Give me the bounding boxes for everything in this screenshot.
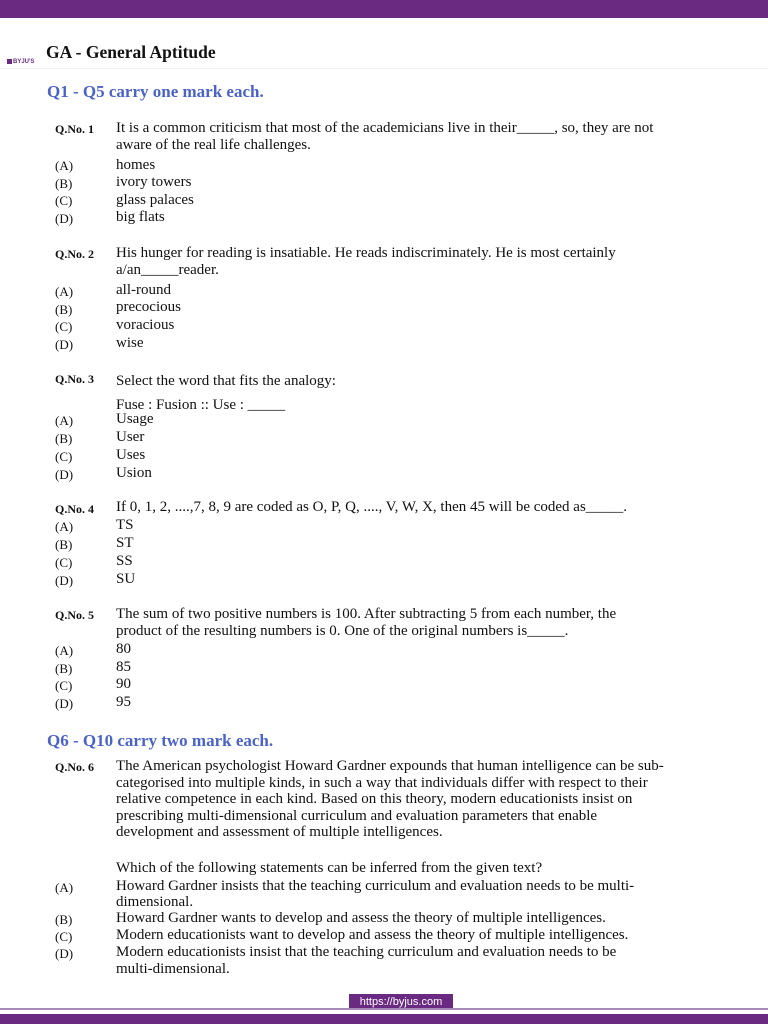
section-heading-one-mark: Q1 - Q5 carry one mark each. (47, 82, 264, 101)
question-text (116, 499, 690, 516)
question-line: It is a common criticism that most of the academicians live in their_____, so, they are not (116, 120, 654, 136)
option-text: Howard Gardner wants to develop and assess the theory of multiple intelligences. (116, 910, 606, 926)
option-letter: (B) (55, 537, 73, 552)
option-letter: (A) (55, 519, 74, 534)
top-brand-bar (0, 0, 768, 18)
option-letter: (A) (55, 643, 74, 658)
question-text (116, 606, 690, 640)
option-letter: (C) (55, 678, 73, 693)
option-letter: (D) (55, 946, 74, 961)
question-line: aware of the real life challenges. (116, 137, 311, 153)
option-text: 85 (116, 659, 131, 675)
question-number: Q.No. 6 (55, 760, 94, 774)
option-text-continued: multi-dimensional. (116, 961, 230, 977)
logo-text: BYJU'S (13, 58, 35, 65)
page-title: GA - General Aptitude (46, 42, 216, 62)
option-text: ST (116, 535, 134, 551)
option-letter: (B) (55, 912, 73, 927)
option-letter: (B) (55, 661, 73, 676)
option-text: big flats (116, 209, 165, 225)
question-text (116, 758, 690, 876)
question-line: His hunger for reading is insatiable. He reads indiscriminately. He is most certainly (116, 245, 616, 261)
option-text: Modern educationists insist that the teaching curriculum and evaluation needs to be (116, 944, 617, 960)
option-text: SU (116, 571, 136, 587)
question-line: The American psychologist Howard Gardner expounds that human intelligence can be sub- (116, 758, 664, 774)
option-text: Uses (116, 447, 146, 463)
option-text: 90 (116, 676, 131, 692)
option-text: TS (116, 517, 134, 533)
option-text: 95 (116, 694, 131, 710)
question-text (116, 120, 690, 154)
option-letter: (B) (55, 302, 73, 317)
option-letter: (C) (55, 929, 73, 944)
option-text: Usion (116, 465, 152, 481)
option-letter: (A) (55, 158, 74, 173)
question-number: Q.No. 4 (55, 502, 94, 516)
question-line: Select the word that fits the analogy: (116, 373, 336, 389)
option-letter: (C) (55, 193, 73, 208)
question-line: development and assessment of multiple intelligences. (116, 824, 443, 840)
option-letter: (D) (55, 337, 74, 352)
option-text: Howard Gardner insists that the teaching curriculum and evaluation needs to be multi- (116, 878, 635, 894)
option-text: homes (116, 157, 156, 173)
question-line: Which of the following statements can be inferred from the given text? (116, 859, 543, 876)
option-text: voracious (116, 317, 175, 333)
question-line: Fuse : Fusion :: Use : _____ (116, 397, 286, 413)
section-heading-two-mark: Q6 - Q10 carry two mark each. (47, 731, 274, 750)
header-divider (0, 68, 768, 69)
question-number: Q.No. 1 (55, 122, 94, 136)
question-number: Q.No. 2 (55, 247, 94, 261)
question-number: Q.No. 5 (55, 608, 94, 622)
option-letter: (D) (55, 573, 74, 588)
question-line: prescribing multi-dimensional curriculum and evaluation parameters that enable (116, 807, 598, 824)
option-letter: (C) (55, 319, 73, 334)
option-text: SS (116, 553, 133, 569)
option-text: precocious (116, 299, 181, 315)
option-text: glass palaces (116, 192, 194, 208)
option-text: 80 (116, 641, 131, 657)
option-letter: (B) (55, 431, 73, 446)
option-letter: (A) (55, 284, 74, 299)
option-letter: (A) (55, 413, 74, 428)
question-line: product of the resulting numbers is 0. One of the original numbers is_____. (116, 623, 569, 639)
bottom-brand-bar (0, 1014, 768, 1024)
question-line: relative competence in each kind. Based on this theory, modern educationists insist on (116, 791, 633, 807)
question-line: The sum of two positive numbers is 100. After subtracting 5 from each number, the (116, 606, 617, 622)
option-text: Modern educationists want to develop and assess the theory of multiple intelligences. (116, 927, 629, 943)
question-number: Q.No. 3 (55, 372, 94, 386)
option-text: Usage (116, 411, 154, 427)
option-text: wise (116, 335, 144, 351)
byjus-logo (7, 57, 34, 66)
option-text: all-round (116, 282, 171, 298)
option-text: User (116, 429, 145, 445)
option-letter: (C) (55, 449, 73, 464)
footer-divider (0, 1008, 768, 1010)
option-letter: (A) (55, 880, 74, 895)
option-letter: (D) (55, 467, 74, 482)
option-letter: (D) (55, 696, 74, 711)
option-text-continued: dimensional. (116, 894, 194, 910)
question-line: a/an_____reader. (116, 262, 219, 278)
question-text (116, 369, 690, 417)
logo-icon (7, 59, 12, 64)
option-letter: (B) (55, 176, 73, 191)
option-text: ivory towers (116, 174, 192, 190)
question-line: If 0, 1, 2, ....,7, 8, 9 are coded as O, P, Q, ...., V, W, X, then 45 will be coded as_____. (116, 499, 628, 515)
option-letter: (D) (55, 211, 74, 226)
footer-website-link[interactable]: https://byjus.com (349, 994, 453, 1009)
question-text (116, 245, 690, 279)
option-letter: (C) (55, 555, 73, 570)
question-line: categorised into multiple kinds, in such a way that individuals differ with respect to their (116, 774, 648, 791)
